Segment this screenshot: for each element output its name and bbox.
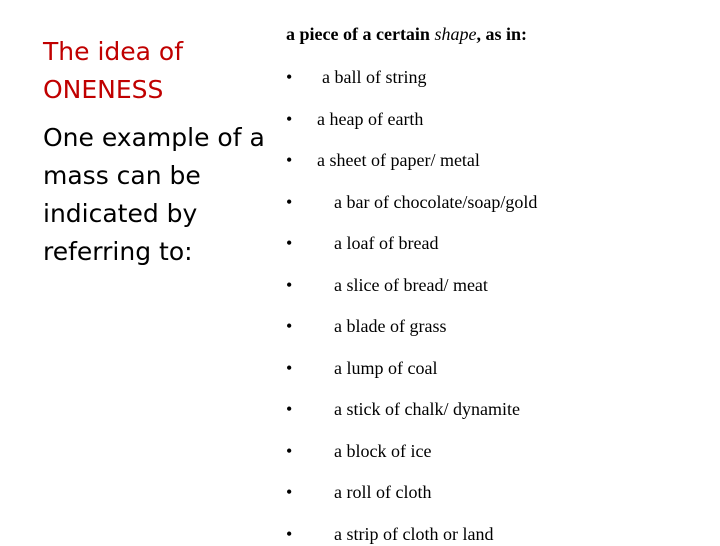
list-item-text: a loaf of bread <box>334 233 439 253</box>
bullet-icon: • <box>286 192 293 212</box>
list-item-text: a strip of cloth or land <box>334 524 494 544</box>
list-item-text: a roll of cloth <box>334 482 432 502</box>
bullet-icon: • <box>286 109 293 129</box>
list-item-text: a lump of coal <box>334 358 438 378</box>
bullet-icon: • <box>286 275 293 295</box>
intro-text: One example of a mass can be indicated by referring to: <box>43 123 265 266</box>
bullet-icon: • <box>286 399 293 419</box>
title-line-2: ONENESS <box>43 75 164 104</box>
bullet-icon: • <box>286 67 293 87</box>
slide-title <box>43 33 268 109</box>
list-item-text: a blade of grass <box>334 316 447 336</box>
bullet-icon: • <box>286 233 293 253</box>
bullet-icon: • <box>286 482 293 502</box>
list-item-text: a bar of chocolate/soap/gold <box>334 192 538 212</box>
list-item-text: a stick of chalk/ dynamite <box>334 399 520 419</box>
left-panel <box>43 33 268 271</box>
list-item-text: a block of ice <box>334 441 432 461</box>
list-item-text: a sheet of paper/ metal <box>317 150 480 170</box>
bullet-icon: • <box>286 524 293 544</box>
bullet-icon: • <box>286 150 293 170</box>
bullet-icon: • <box>286 358 293 378</box>
list-item-text: a slice of bread/ meat <box>334 275 488 295</box>
bullet-icon: • <box>286 441 293 461</box>
heading-prefix: a piece of a certain <box>286 24 435 44</box>
title-line-1: The idea of <box>43 37 184 66</box>
list-item-text: a ball of string <box>322 67 427 87</box>
list-item-text: a heap of earth <box>317 109 424 129</box>
examples-heading <box>286 24 527 45</box>
bullet-icon: • <box>286 316 293 336</box>
heading-emphasis: shape <box>434 24 477 44</box>
heading-suffix: , as in: <box>476 24 527 44</box>
